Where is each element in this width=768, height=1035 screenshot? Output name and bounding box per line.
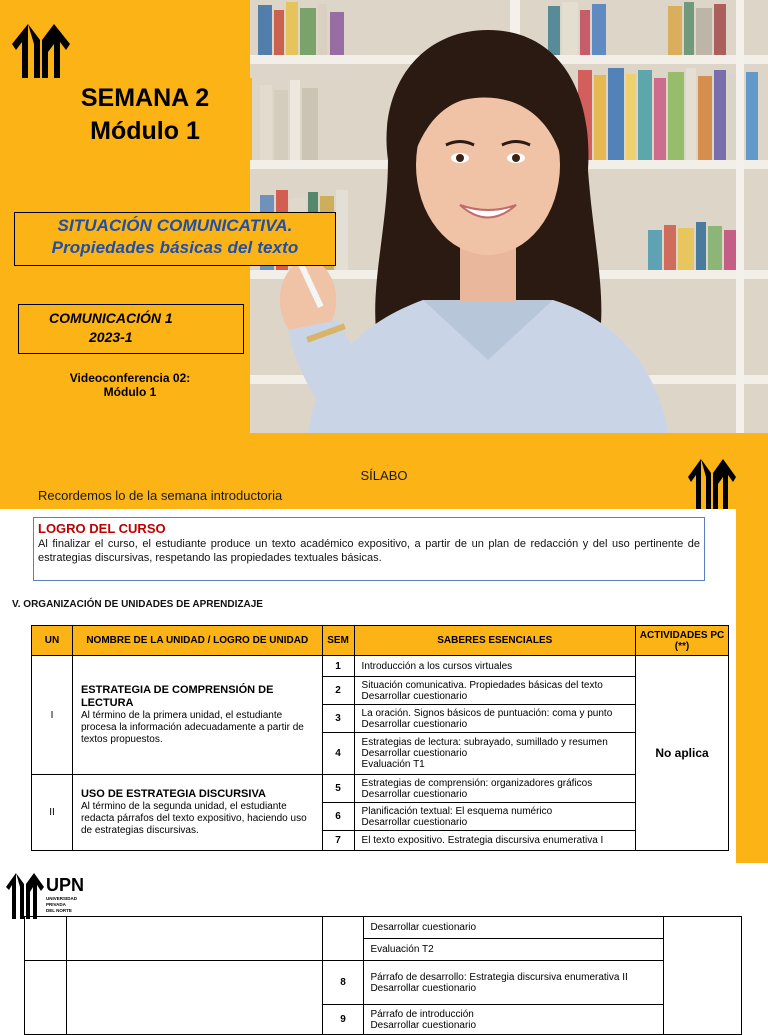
upn-arrow-logo (687, 453, 737, 511)
unit-name: USO DE ESTRATEGIA DISCURSIVA (80, 788, 266, 800)
unit-description: Al término de la primera unidad, el estudiante procesa la información adecuadamente a partir de textos propuestos. (80, 710, 304, 745)
syllabus-subtitle: Recordemos lo de la semana introductoria (38, 488, 283, 503)
table-row (32, 775, 729, 803)
unit-number: II (32, 775, 73, 851)
header-actividades: ACTIVIDADES PC (**) (636, 626, 729, 656)
week-content-line: Párrafo de desarrollo: Estrategia discursiva enumerativa II (370, 971, 628, 983)
week-content (354, 733, 635, 775)
week-content-line: Desarrollar cuestionario (361, 788, 468, 800)
week-content-line: Situación comunicativa. Propiedades básicas del texto (361, 679, 603, 691)
week-content (354, 677, 635, 705)
unit-number (25, 961, 67, 1035)
topic-line-2: Propiedades básicas del texto (51, 238, 299, 257)
unit-cell (72, 656, 322, 775)
week-title: SEMANA 2 (80, 84, 210, 112)
upn-logo-sub-3: DEL NORTE (46, 908, 72, 913)
table-header-row (32, 626, 729, 656)
header-sem: SEM (322, 626, 354, 656)
week-content-line: Planificación textual: El esquema numérico (361, 805, 553, 817)
actividades-cell (664, 917, 742, 1035)
unit-cell (66, 961, 322, 1035)
week-number: 4 (322, 733, 354, 775)
week-number: 9 (322, 1005, 364, 1035)
header-un: UN (32, 626, 73, 656)
video-line-1: Videoconferencia 02: (69, 371, 191, 385)
week-content (354, 656, 635, 677)
syllabus-title: SÍLABO (360, 468, 408, 483)
upn-arrow-logo (10, 18, 72, 78)
week-content-line: Desarrollar cuestionario (370, 982, 477, 994)
week-module-box (38, 78, 252, 160)
week-content (354, 803, 635, 831)
syllabus-slide (0, 433, 768, 863)
topic-box (14, 212, 336, 266)
week-content-line: Desarrollar cuestionario (361, 748, 468, 759)
week-content (364, 961, 664, 1005)
course-name: COMUNICACIÓN 1 (49, 310, 173, 326)
videoconference-label (40, 371, 220, 399)
week-content-line: Evaluación T2 (364, 939, 664, 961)
week-number (322, 917, 364, 961)
week-content-line: Desarrollar cuestionario (370, 1019, 477, 1031)
unit-name: ESTRATEGIA DE COMPRENSIÓN DE LECTURA (80, 684, 274, 709)
table-row (25, 917, 742, 939)
units-table (31, 625, 729, 851)
upn-logo-sub-2: PRIVADA (46, 902, 66, 907)
table-row (32, 656, 729, 677)
upn-logo (6, 869, 86, 919)
upn-logo-sub-1: UNIVERSIDAD (46, 896, 78, 901)
week-content-line: Evaluación T1 (361, 759, 425, 770)
week-number: 5 (322, 775, 354, 803)
week-content-line: Desarrollar cuestionario (361, 690, 468, 702)
week-content (354, 831, 635, 851)
module-title: Módulo 1 (90, 117, 200, 145)
table-row (25, 961, 742, 1005)
syllabus-header (0, 433, 768, 509)
week-number: 3 (322, 705, 354, 733)
unit-description: Al término de la segunda unidad, el estudiante redacta párrafos del texto expositivo, haciendo uso de estrategias discursivas. (80, 801, 307, 836)
week-content-line: Estrategias de comprensión: organizadores gráficos (361, 777, 593, 789)
unit-cell (66, 917, 322, 961)
week-content (354, 705, 635, 733)
unit-cell (72, 775, 322, 851)
logro-text: Al finalizar el curso, el estudiante produce un texto académico expositivo, a partir de un plan de redacción y del uso pertinente de estrategias discursivas, respetando las propiedades textuales básicas. (38, 538, 700, 564)
unit-number (25, 917, 67, 961)
course-term: 2023-1 (89, 329, 133, 345)
week-content-line: Párrafo de introducción (370, 1008, 474, 1020)
logro-box (33, 517, 705, 581)
week-content-line: Introducción a los cursos virtuales (361, 660, 513, 672)
week-content-line: El texto expositivo. Estrategia discursiva enumerativa I (361, 835, 604, 846)
actividades-value: No aplica (636, 656, 729, 851)
upn-logo-text: UPN (46, 875, 85, 895)
week-content-line: Estrategias de lectura: subrayado, sumillado y resumen (361, 737, 608, 748)
continuation-slide (0, 863, 768, 1031)
week-number: 8 (322, 961, 364, 1005)
header-nombre: NOMBRE DE LA UNIDAD / LOGRO DE UNIDAD (72, 626, 322, 656)
week-content-line: Desarrollar cuestionario (361, 718, 468, 730)
week-content-line: La oración. Signos básicos de puntuación: coma y punto (361, 707, 613, 719)
week-content (354, 775, 635, 803)
week-content-line: Desarrollar cuestionario (364, 917, 664, 939)
topic-line-1: SITUACIÓN COMUNICATIVA. (57, 216, 293, 235)
unit-number: I (32, 656, 73, 775)
units-table-continued (24, 916, 742, 1035)
week-content (364, 1005, 664, 1035)
section-title: V. ORGANIZACIÓN DE UNIDADES DE APRENDIZAJE (12, 599, 263, 610)
header-saberes: SABERES ESENCIALES (354, 626, 635, 656)
syllabus-document (0, 509, 736, 863)
course-box (18, 304, 244, 354)
week-number: 7 (322, 831, 354, 851)
cover-slide (0, 0, 768, 433)
logro-title: LOGRO DEL CURSO (38, 521, 166, 536)
video-line-2: Módulo 1 (103, 385, 157, 399)
week-number: 1 (322, 656, 354, 677)
week-content-line: Desarrollar cuestionario (361, 816, 468, 828)
week-number: 6 (322, 803, 354, 831)
week-number: 2 (322, 677, 354, 705)
